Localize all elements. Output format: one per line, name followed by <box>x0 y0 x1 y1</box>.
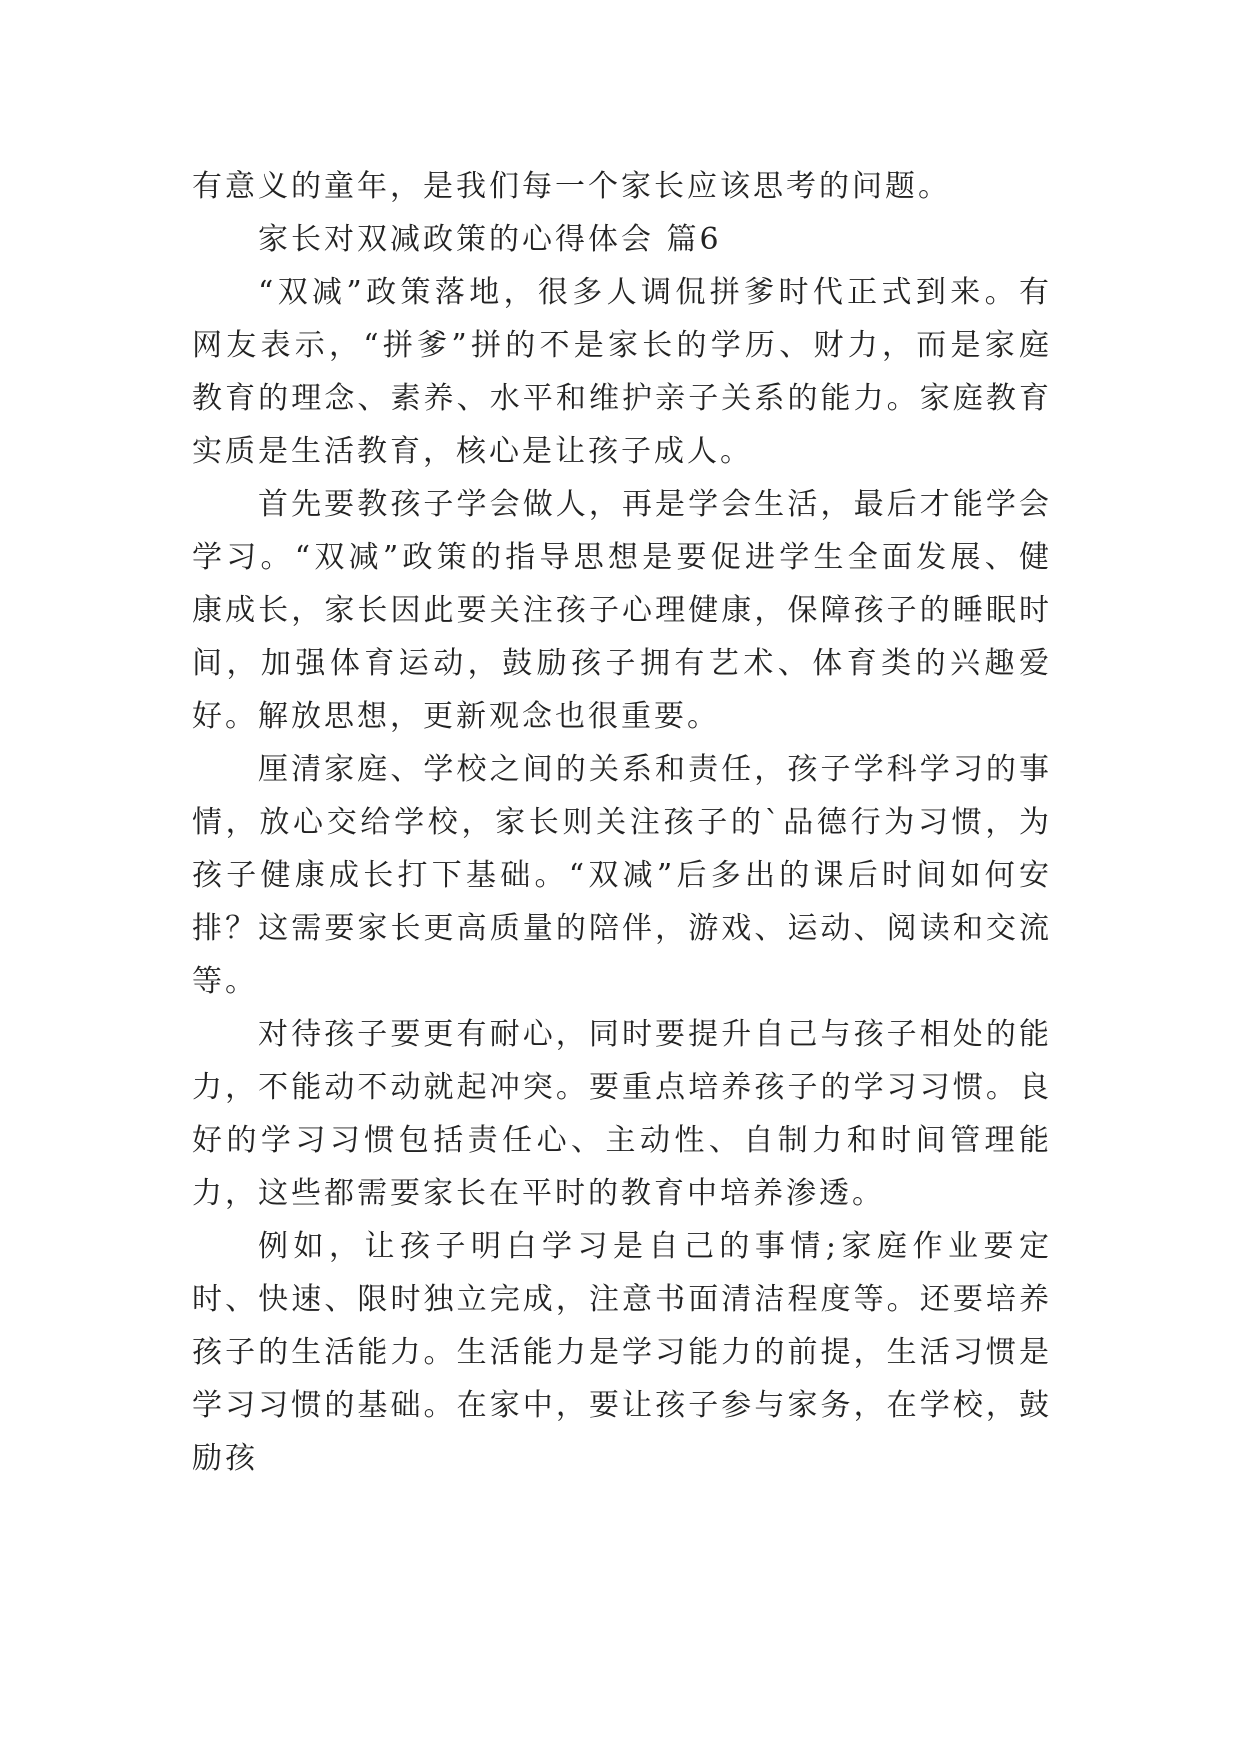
section-heading: 家长对双减政策的心得体会 篇6 <box>258 222 722 257</box>
paragraph: 例如，让孩子明白学习是自己的事情;家庭作业要定时、快速、限时独立完成，注意书面清洁程度等。还要培养孩子的生活能力。生活能力是学习能力的前提，生活习惯是学习习惯的基础。在家中，要让孩子参与家务，在学校，鼓励孩 <box>192 1229 1052 1476</box>
paragraph: “双减”政策落地，很多人调侃拼爹时代正式到来。有网友表示，“拼爹”拼的不是家长的学历、财力，而是家庭教育的理念、素养、水平和维护亲子关系的能力。家庭教育实质是生活教育，核心是让孩子成人。 <box>192 275 1052 469</box>
paragraph: 首先要教孩子学会做人，再是学会生活，最后才能学会学习。“双减”政策的指导思想是要促进学生全面发展、健康成长，家长因此要关注孩子心理健康，保障孩子的睡眠时间，加强体育运动，鼓励孩子拥有艺术、体育类的兴趣爱好。解放思想，更新观念也很重要。 <box>192 487 1052 734</box>
paragraph: 厘清家庭、学校之间的关系和责任，孩子学科学习的事情，放心交给学校，家长则关注孩子的`品德行为习惯，为孩子健康成长打下基础。“双减”后多出的课后时间如何安排？这需要家长更高质量的陪伴，游戏、运动、阅读和交流等。 <box>192 752 1052 999</box>
document-body <box>192 160 1052 1485</box>
paragraph: 对待孩子要更有耐心，同时要提升自己与孩子相处的能力，不能动不动就起冲突。要重点培养孩子的学习习惯。良好的学习习惯包括责任心、主动性、自制力和时间管理能力，这些都需要家长在平时的教育中培养渗透。 <box>192 1017 1052 1211</box>
paragraph-continuation: 有意义的童年，是我们每一个家长应该思考的问题。 <box>192 169 951 204</box>
